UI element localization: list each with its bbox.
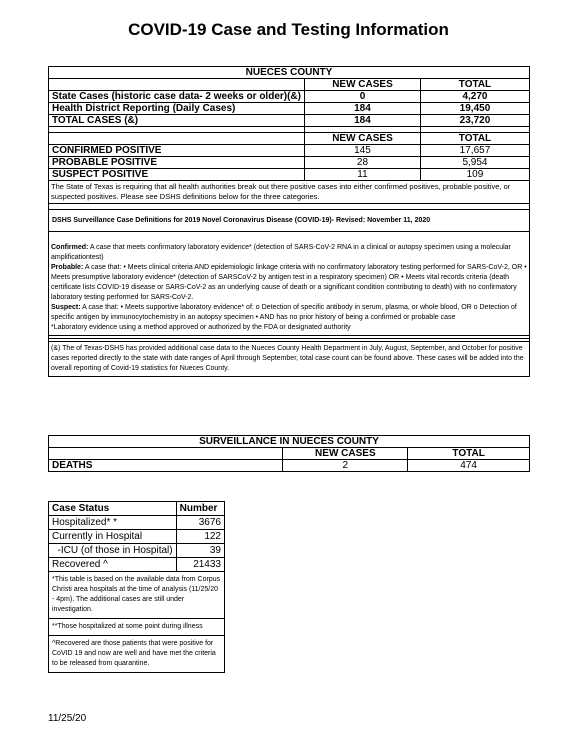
case-status-table [48, 501, 225, 673]
col-number: Number [176, 502, 224, 516]
row-total: 19,450 [420, 103, 529, 115]
col-total: TOTAL [420, 133, 529, 145]
row-label: CONFIRMED POSITIVE [49, 145, 305, 157]
col-new-cases: NEW CASES [304, 133, 420, 145]
row-label: Health District Reporting (Daily Cases) [49, 103, 305, 115]
case-definitions [49, 232, 530, 336]
state-note: The State of Texas is requiring that all health authorities break out there positive cases into either confirmed positives, probable positive, or suspected positives. Please see DSHS definitions below for the three categories. [49, 181, 530, 204]
table-row [49, 103, 530, 115]
row-label: PROBABLE POSITIVE [49, 157, 305, 169]
table-row [49, 115, 530, 127]
deaths-label: DEATHS [49, 460, 283, 472]
col-total: TOTAL [420, 79, 529, 91]
deaths-new: 2 [283, 460, 408, 472]
probable-label: Probable: [51, 264, 84, 271]
status-value: 39 [176, 544, 224, 558]
col-total: TOTAL [408, 448, 530, 460]
row-new: 28 [304, 157, 420, 169]
row-label: SUSPECT POSITIVE [49, 169, 305, 181]
row-new: 145 [304, 145, 420, 157]
table-row [49, 558, 225, 572]
row-new: 0 [304, 91, 420, 103]
additional-cases-note: (&) The of Texas-DSHS has provided additional case data to the Nueces County Health Department in July, August, September, and October for positive cases reported directly to the state with date ranges of April through September, total case count can be found above. These cases will be added into the overall reporting of Covid-19 statistics for Nueces County. [49, 342, 530, 377]
definitions-header: DSHS Surveillance Case Definitions for 2019 Novel Coronavirus Disease (COVID-19)- Revised: November 11, 2020 [49, 210, 530, 232]
deaths-total: 474 [408, 460, 530, 472]
row-label: TOTAL CASES (&) [49, 115, 305, 127]
col-new-cases: NEW CASES [283, 448, 408, 460]
col-new-cases: NEW CASES [304, 79, 420, 91]
row-total: 4,270 [420, 91, 529, 103]
table-row [49, 91, 530, 103]
hospitalized-note: **Those hospitalized at some point during illness [49, 619, 225, 636]
row-new: 184 [304, 103, 420, 115]
status-label: Currently in Hospital [49, 530, 177, 544]
table-row [49, 516, 225, 530]
nueces-county-table [48, 66, 530, 377]
surveillance-table [48, 435, 530, 472]
confirmed-text: A case that meets confirmatory laboratory evidence* (detection of SARS-CoV-2 RNA in a clinical or autopsy specimen using a molecular amplificationtest) [51, 244, 511, 261]
status-label: Recovered ^ [49, 558, 177, 572]
footer-date: 11/25/20 [48, 713, 87, 724]
page-title: COVID-19 Case and Testing Information [128, 20, 449, 39]
table-row [49, 145, 530, 157]
recovered-note: ^Recovered are those patients that were positive for CoVID 19 and now are well and have met the criteria to be released from quarantine. [49, 636, 225, 673]
row-total: 17,657 [420, 145, 529, 157]
row-total: 109 [420, 169, 529, 181]
table-row [49, 544, 225, 558]
row-total: 5,954 [420, 157, 529, 169]
surveillance-header: SURVEILLANCE IN NUECES COUNTY [49, 436, 530, 448]
suspect-text: A case that: • Meets supportive laboratory evidence* of: o Detection of specific antibody in serum, plasma, or whole blood, OR o Detection of specific antigen by immunocytochemistry in an autopsy specimen • AND has no prior history of being a confirmed or probable case [51, 304, 517, 321]
row-total: 23,720 [420, 115, 529, 127]
hospital-data-note: *This table is based on the available data from Corpus Christi area hospitals at the time of analysis (11/25/20 - 4pm). The additional cases are still under investigation. [49, 572, 225, 619]
table-row [49, 157, 530, 169]
table-row [49, 530, 225, 544]
status-label: -ICU (of those in Hospital) [49, 544, 177, 558]
row-label: State Cases (historic case data- 2 weeks or older)(&) [49, 91, 305, 103]
lab-note: *Laboratory evidence using a method approved or authorized by the FDA or designated authority [51, 324, 351, 331]
status-value: 3676 [176, 516, 224, 530]
status-value: 21433 [176, 558, 224, 572]
table-row [49, 460, 530, 472]
status-value: 122 [176, 530, 224, 544]
county-table-header: NUECES COUNTY [49, 67, 530, 79]
suspect-label: Suspect: [51, 304, 81, 311]
table-row [49, 169, 530, 181]
probable-text: A case that: • Meets clinical criteria AND epidemiologic linkage criteria with no confirmatory laboratory testing performed for SARS-CoV-2, OR • Meets presumptive laboratory evidence* (detection of SARSCoV-2 by antigen test in a respiratory specimen) OR • Meets vital records criteria (death certificate lists COVID-19 disease or SARS-CoV-2 as an underlying cause of death or a significant condition contributing to death) with no confirmatory laboratory testing performed for SARS-CoV-2. [51, 264, 527, 301]
status-label: Hospitalized* * [49, 516, 177, 530]
col-case-status: Case Status [49, 502, 177, 516]
row-new: 184 [304, 115, 420, 127]
confirmed-label: Confirmed: [51, 244, 89, 251]
row-new: 11 [304, 169, 420, 181]
